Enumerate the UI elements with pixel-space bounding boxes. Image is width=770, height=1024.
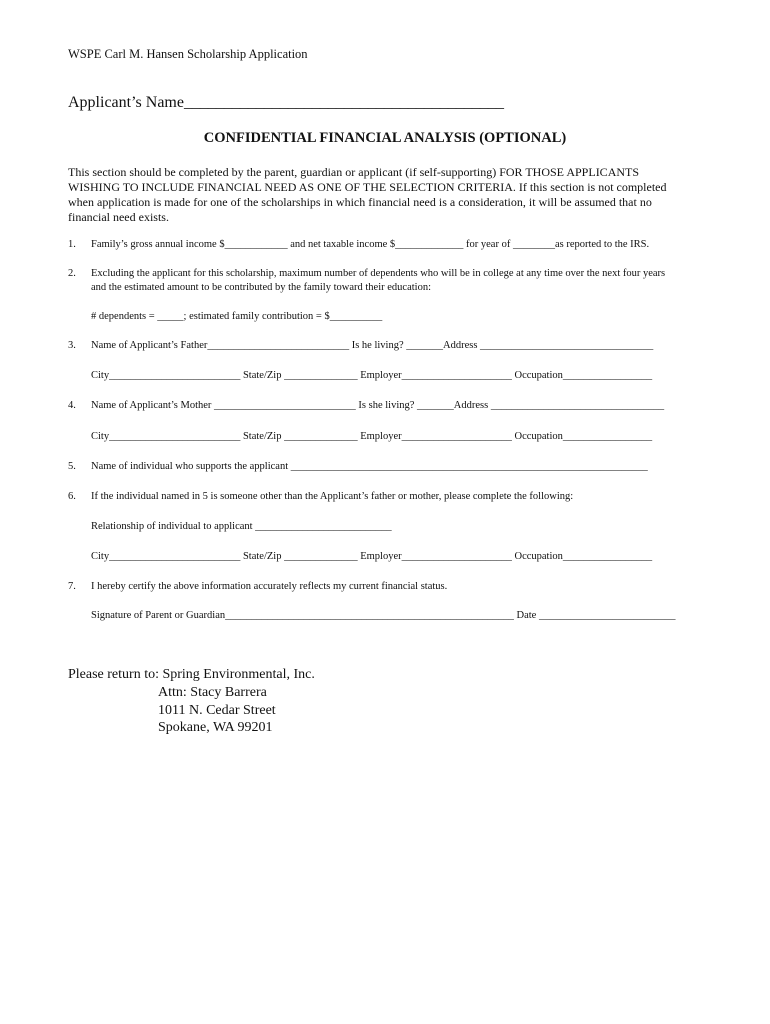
other-individual-instruction: If the individual named in 5 is someone other than the Applicant’s father or mother, please complete the following: <box>91 491 574 502</box>
mother-field-line[interactable]: Name of Applicant’s Mother ___________________________ Is she living? _______Address _________________________________ <box>91 400 665 411</box>
item-number: 5. <box>68 461 76 472</box>
applicant-name-field[interactable]: Applicant’s Name________________________________________ <box>68 94 504 111</box>
dependents-instruction: Excluding the applicant for this scholarship, maximum number of dependents who will be in college at any time over the next four years <box>91 268 666 279</box>
dependents-field-line[interactable]: # dependents = _____; estimated family contribution = $__________ <box>91 311 383 322</box>
item-number: 6. <box>68 491 76 502</box>
return-street: 1011 N. Cedar Street <box>158 703 276 718</box>
item-number: 4. <box>68 400 76 411</box>
mother-city-field-line[interactable]: City_________________________ State/Zip ______________ Employer_____________________ Occupation_________________ <box>91 431 653 442</box>
father-field-line[interactable]: Name of Applicant’s Father___________________________ Is he living? _______Address _________________________________ <box>91 340 654 351</box>
signature-field-line[interactable]: Signature of Parent or Guardian_______________________________________________________ Date __________________________ <box>91 610 676 621</box>
item-number: 7. <box>68 581 76 592</box>
page-header: WSPE Carl M. Hansen Scholarship Application <box>68 47 308 61</box>
item-number: 1. <box>68 239 76 250</box>
return-attn: Attn: Stacy Barrera <box>158 685 267 700</box>
supporter-field-line[interactable]: Name of individual who supports the applicant ____________________________________________________________________ <box>91 461 648 472</box>
item-number: 2. <box>68 268 76 279</box>
section-title: CONFIDENTIAL FINANCIAL ANALYSIS (OPTIONAL) <box>203 130 567 146</box>
intro-paragraph <box>68 165 718 225</box>
intro-line: WISHING TO INCLUDE FINANCIAL NEED AS ONE OF THE SELECTION CRITERIA. If this section is not completed <box>68 180 667 194</box>
return-city: Spokane, WA 99201 <box>158 720 273 735</box>
intro-line: This section should be completed by the parent, guardian or applicant (if self-supporting) FOR THOSE APPLICANTS <box>68 165 640 179</box>
income-field-line[interactable]: Family’s gross annual income $____________ and net taxable income $_____________ for year of ________as reported to the IRS. <box>91 239 650 250</box>
relationship-field-line[interactable]: Relationship of individual to applicant __________________________ <box>91 521 392 532</box>
item-number: 3. <box>68 340 76 351</box>
certification-statement: I hereby certify the above information accurately reflects my current financial status. <box>91 581 448 592</box>
individual-city-field-line[interactable]: City_________________________ State/Zip ______________ Employer_____________________ Occupation_________________ <box>91 551 653 562</box>
return-label: Please return to: Spring Environmental, Inc. <box>68 667 315 682</box>
intro-line: financial need exists. <box>68 210 169 224</box>
intro-line: when application is made for one of the scholarships in which financial need is a consideration, it will be assumed that no <box>68 195 652 209</box>
dependents-instruction-cont: and the estimated amount to be contributed by the family toward their education: <box>91 282 431 293</box>
father-city-field-line[interactable]: City_________________________ State/Zip ______________ Employer_____________________ Occupation_________________ <box>91 370 653 381</box>
